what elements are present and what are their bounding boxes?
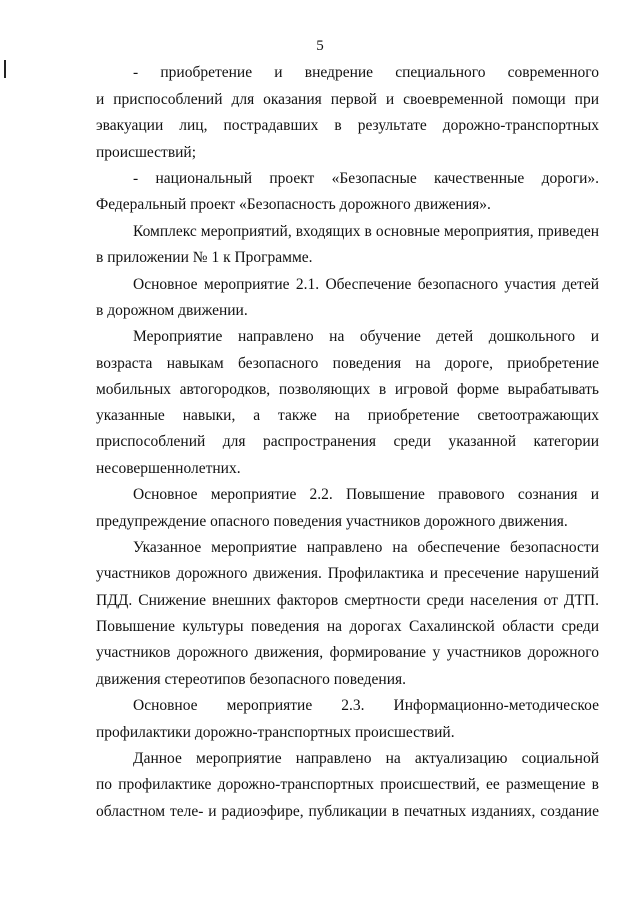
- text-line: несовершеннолетних.: [96, 460, 241, 477]
- text-line: в дорожном движении.: [96, 302, 248, 319]
- text-line: - национальный проект «Безопасные качественные дороги».: [133, 170, 599, 187]
- text-line: по профилактике дорожно-транспортных происшествий, ее размещение в: [96, 776, 599, 793]
- text-line: Повышение культуры поведения на дорогах Сахалинской области среди: [96, 618, 599, 635]
- text-line: Комплекс мероприятий, входящих в основные мероприятия, приведен: [133, 223, 599, 240]
- text-line: Указанное мероприятие направлено на обеспечение безопасности: [133, 539, 599, 556]
- text-line: и приспособлений для оказания первой и своевременной помощи при: [96, 91, 599, 108]
- text-line: - приобретение и внедрение специального современного: [133, 64, 599, 81]
- text-line: в приложении № 1 к Программе.: [96, 249, 313, 266]
- text-line: Основное мероприятие 2.2. Повышение правового сознания и: [133, 486, 599, 503]
- text-line: Основное мероприятие 2.1. Обеспечение безопасного участия детей: [133, 276, 599, 293]
- text-line: приспособлений для распространения среди указанной категории: [96, 433, 599, 450]
- text-line: возраста навыкам безопасного поведения на дороге, приобретение: [96, 355, 599, 372]
- text-line: предупреждение опасного поведения участников дорожного движения.: [96, 513, 568, 530]
- text-line: ПДД. Снижение внешних факторов смертности среди населения от ДТП.: [96, 592, 599, 609]
- text-line: Данное мероприятие направлено на актуализацию социальной: [133, 750, 599, 767]
- text-line: Федеральный проект «Безопасность дорожного движения».: [96, 196, 491, 213]
- text-line: областном теле- и радиоэфире, публикации в печатных изданиях, создание: [96, 803, 599, 820]
- text-line: движения стереотипов безопасного поведения.: [96, 671, 407, 688]
- text-line: происшествий;: [96, 144, 197, 161]
- text-line: участников дорожного движения, формирование у участников дорожного: [96, 644, 599, 661]
- text-line: эвакуации лиц, пострадавших в результате дорожно-транспортных: [96, 117, 599, 134]
- text-line: участников дорожного движения. Профилактика и пресечение нарушений: [96, 565, 599, 582]
- text-line: профилактики дорожно-транспортных происшествий.: [96, 724, 455, 741]
- text-line: указанные навыки, а также на приобретение светоотражающих: [96, 407, 599, 424]
- text-line: Мероприятие направлено на обучение детей дошкольного и: [133, 328, 599, 345]
- text-line: мобильных автогородков, позволяющих в игровой форме вырабатывать: [96, 381, 599, 398]
- text-line: Основное мероприятие 2.3. Информационно-методическое: [133, 697, 599, 714]
- page-number: 5: [316, 38, 324, 54]
- scan-edge-mark: [4, 60, 6, 78]
